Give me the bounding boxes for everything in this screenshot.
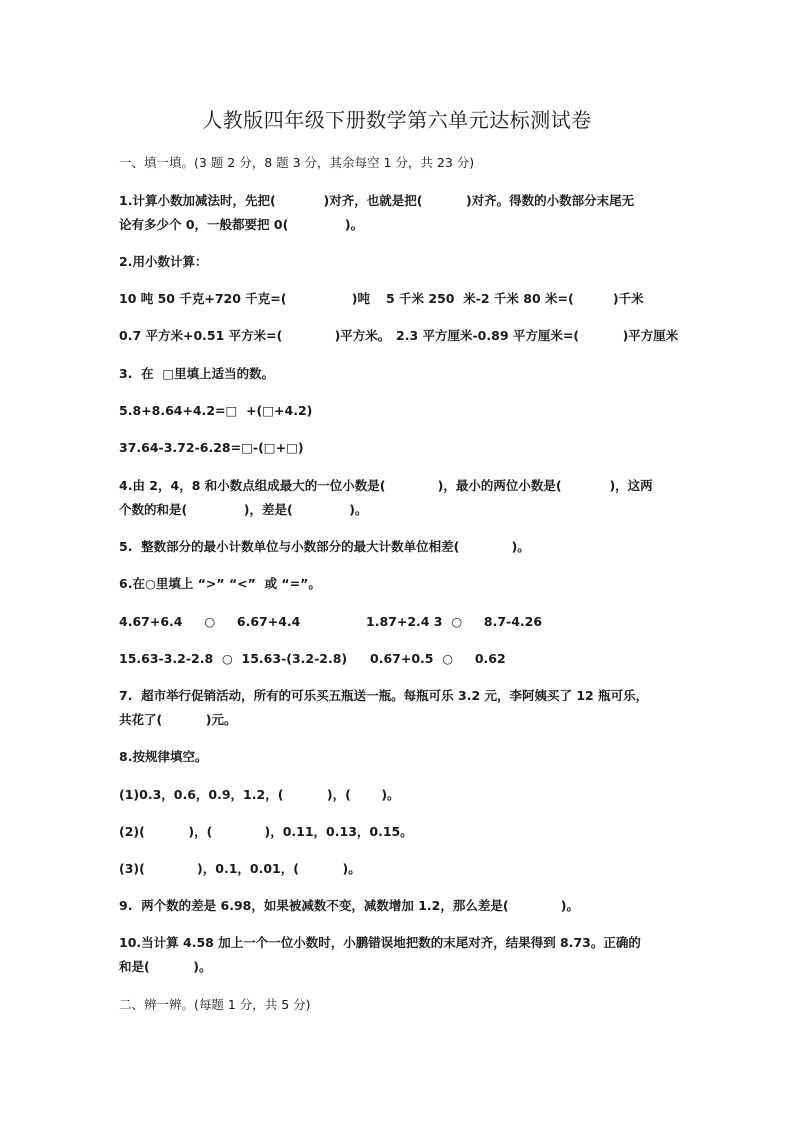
q3-expression-1: 5.8+8.64+4.2=□ +(□+4.2) (119, 403, 313, 418)
q8-item-1: (1)0.3，0.6，0.9，1.2，( )，( )。 (119, 787, 400, 802)
q9-text: 9. 两个数的差是 6.98，如果被减数不变，减数增加 1.2，那么差是( )。 (119, 898, 579, 913)
page-title: 人教版四年级下册数学第六单元达标测试卷 (202, 108, 592, 132)
q8-item-2: (2)( )，( )，0.11，0.13，0.15。 (119, 824, 413, 839)
q3-heading: 3. 在 □里填上适当的数。 (119, 366, 275, 381)
q4-line2: 个数的和是( )，差是( )。 (119, 502, 368, 517)
q3-expression-2: 37.64-3.72-6.28=□-(□+□) (119, 440, 304, 455)
q2-row2-left: 0.7 平方米+0.51 平方米=( )平方米。 (119, 328, 391, 343)
q10-line1: 10.当计算 4.58 加上一个一位小数时，小鹏错误地把数的末尾对齐，结果得到 8.73。正确的 (119, 935, 641, 950)
section1-heading: 一、填一填。(3 题 2 分，8 题 3 分，其余每空 1 分，共 23 分) (119, 155, 475, 170)
q2-row1-left: 10 吨 50 千克+720 千克=( )吨 (119, 291, 370, 306)
q6-heading: 6.在○里填上 “>” “<” 或 “=”。 (119, 576, 321, 591)
q8-heading: 8.按规律填空。 (119, 749, 208, 764)
q6-row1-right: 1.87+2.4 3 ○ 8.7-4.26 (366, 614, 543, 629)
q10-line2: 和是( )。 (119, 959, 212, 974)
q7-line1: 7. 超市举行促销活动，所有的可乐买五瓶送一瓶。每瓶可乐 3.2 元，李阿姨买了 12 瓶可乐， (119, 688, 649, 703)
q6-row1-left: 4.67+6.4 ○ 6.67+4.4 (119, 614, 301, 629)
section2-heading: 二、辨一辨。(每题 1 分，共 5 分) (119, 997, 311, 1012)
q2-row2-right: 2.3 平方厘米-0.89 平方厘米=( )平方厘米 (396, 328, 679, 343)
q1-line1: 1.计算小数加减法时，先把( )对齐，也就是把( )对齐。得数的小数部分末尾无 (119, 193, 635, 208)
q1-line2: 论有多少个 0，一般都要把 0( )。 (119, 217, 364, 232)
q2-row1-right: 5 千米 250 米-2 千米 80 米=( )千米 (386, 291, 644, 306)
q7-line2: 共花了( )元。 (119, 712, 237, 727)
q5-text: 5. 整数部分的最小计数单位与小数部分的最大计数单位相差( )。 (119, 539, 530, 554)
q4-line1: 4.由 2，4，8 和小数点组成最大的一位小数是( )，最小的两位小数是( )，这两 (119, 478, 653, 493)
q2-heading: 2.用小数计算： (119, 254, 208, 269)
q8-item-3: (3)( )，0.1，0.01，( )。 (119, 861, 361, 876)
q6-row2-left: 15.63-3.2-2.8 ○ 15.63-(3.2-2.8) (119, 651, 348, 666)
q6-row2-right: 0.67+0.5 ○ 0.62 (370, 651, 506, 666)
